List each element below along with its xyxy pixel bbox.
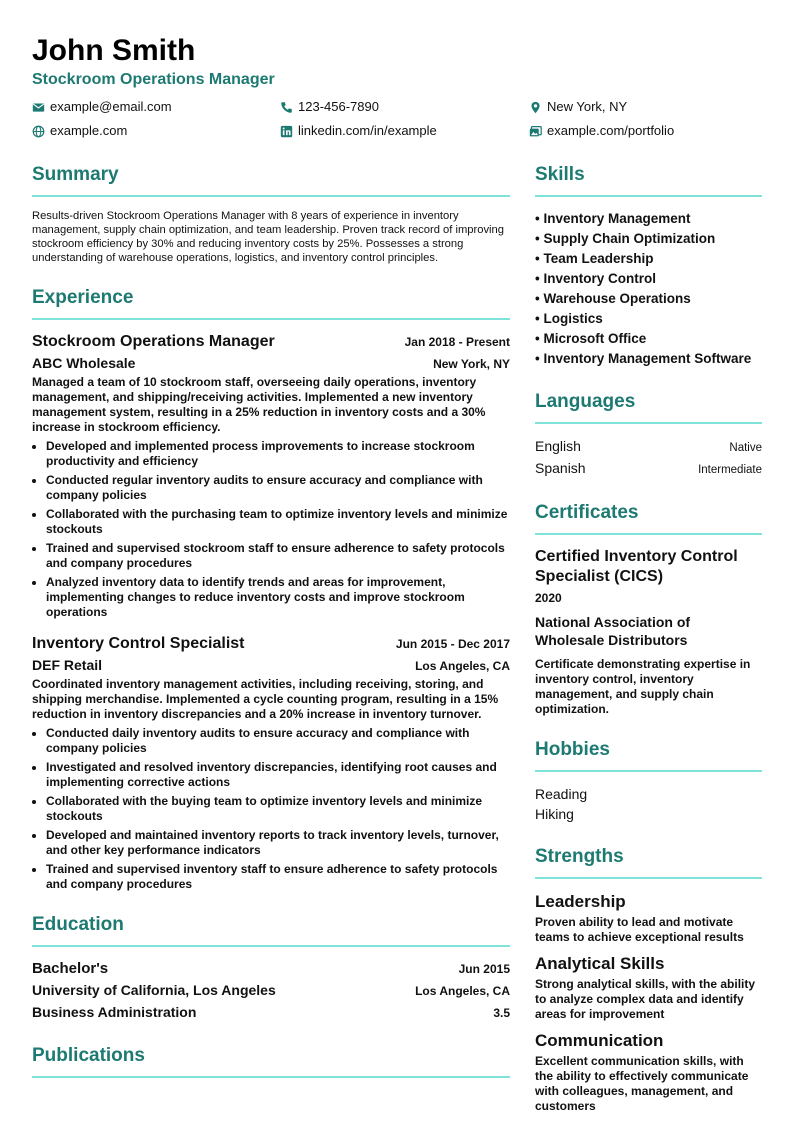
strength-title: Analytical Skills <box>535 954 665 973</box>
job-bullet: • Conducted daily inventory audits to ensure accuracy and compliance with company policies <box>46 726 510 756</box>
globe-icon <box>32 125 45 138</box>
strength-description: Strong analytical skills, with the ability to analyze complex data and identify areas for improvement <box>535 977 756 1021</box>
summary-section <box>32 162 510 265</box>
job-bullet: • Collaborated with the purchasing team to optimize inventory levels and minimize stockouts <box>46 507 510 537</box>
email-icon <box>32 101 45 114</box>
section-divider <box>32 945 510 947</box>
skills-section <box>535 162 762 369</box>
education-field: Business Administration <box>32 1004 197 1020</box>
contact-location-text: New York, NY <box>547 99 628 114</box>
certificate-issuer: National Association of Wholesale Distributors <box>535 614 691 648</box>
section-divider <box>535 533 762 535</box>
left-column <box>32 162 510 1122</box>
strengths-section <box>535 844 762 1114</box>
contact-phone-text: 123-456-7890 <box>298 99 379 114</box>
right-column <box>535 162 762 1122</box>
education-date: Jun 2015 <box>458 962 510 976</box>
certificates-section <box>535 500 762 717</box>
skill-item: • Supply Chain Optimization <box>535 231 716 246</box>
publications-heading: Publications <box>32 1045 145 1066</box>
hobbies-section <box>535 737 762 824</box>
language-level: Native <box>729 442 762 454</box>
strength-item <box>535 1030 762 1114</box>
job-title: Stockroom Operations Manager <box>32 333 275 350</box>
certificate-year: 2020 <box>535 591 562 605</box>
contact-grid <box>32 98 762 140</box>
education-section <box>32 912 510 1023</box>
map-pin-icon <box>529 101 542 114</box>
job-company: DEF Retail <box>32 657 103 673</box>
summary-text: Results-driven Stockroom Operations Manager with 8 years of experience in inventory management, supply chain optimization, and team leadership. Proven track record of improving stockroom efficiency by 30% and reducing inventory costs by 25%. Possesses a strong understanding of warehouse operations, logistics, and inventory control principles. <box>32 210 504 264</box>
strength-description: Excellent communication skills, with the ability to effectively communicate with colleagues, management, and customers <box>535 1054 749 1113</box>
education-university: University of California, Los Angeles <box>32 982 276 998</box>
job-bullet: • Trained and supervised stockroom staff to ensure adherence to safety protocols and company procedures <box>46 541 510 571</box>
hobby-item: Reading <box>535 786 588 802</box>
job-bullet: • Investigated and resolved inventory discrepancies, identifying root causes and implementing corrective actions <box>46 760 510 790</box>
section-divider <box>32 195 510 197</box>
contact-website[interactable] <box>32 122 280 140</box>
hobbies-heading: Hobbies <box>535 739 610 760</box>
strength-item <box>535 891 762 945</box>
education-location: Los Angeles, CA <box>415 984 510 998</box>
strength-item <box>535 953 762 1022</box>
contact-email[interactable] <box>32 98 280 116</box>
skills-heading: Skills <box>535 164 585 185</box>
skill-item: • Microsoft Office <box>535 331 647 346</box>
certificate-name: Certified Inventory Control Specialist (CICS) <box>535 548 738 585</box>
job-entry <box>32 634 510 892</box>
skill-item: • Warehouse Operations <box>535 291 691 306</box>
section-divider <box>535 770 762 772</box>
job-bullets <box>32 726 510 892</box>
contact-location <box>529 98 762 116</box>
strength-title: Communication <box>535 1031 664 1050</box>
skill-item: • Inventory Control <box>535 271 656 286</box>
contact-website-text: example.com <box>50 123 128 138</box>
language-row <box>535 458 762 480</box>
skill-item: • Logistics <box>535 311 603 326</box>
contact-linkedin[interactable] <box>280 122 529 140</box>
section-divider <box>32 1076 510 1078</box>
contact-linkedin-text: linkedin.com/in/example <box>298 123 437 138</box>
summary-heading: Summary <box>32 164 119 185</box>
job-bullet: • Analyzed inventory data to identify trends and areas for improvement, implementing changes to reduce inventory costs and improve stockroom operations <box>46 575 510 620</box>
section-divider <box>535 195 762 197</box>
contact-portfolio-text: example.com/portfolio <box>547 123 675 138</box>
experience-heading: Experience <box>32 287 134 308</box>
skill-item: • Team Leadership <box>535 251 654 266</box>
job-bullet: • Developed and implemented process improvements to increase stockroom productivity and efficiency <box>46 439 510 469</box>
job-bullet: • Trained and supervised inventory staff to ensure adherence to safety protocols and company procedures <box>46 862 510 892</box>
language-name: Spanish <box>535 460 586 476</box>
language-level: Intermediate <box>698 464 762 476</box>
portfolio-icon <box>529 125 542 138</box>
strengths-heading: Strengths <box>535 846 624 867</box>
education-gpa: 3.5 <box>493 1006 510 1020</box>
experience-section <box>32 285 510 892</box>
job-company: ABC Wholesale <box>32 355 136 371</box>
contact-phone[interactable] <box>280 98 529 116</box>
candidate-role: Stockroom Operations Manager <box>32 71 275 88</box>
education-degree: Bachelor's <box>32 960 109 977</box>
phone-icon <box>280 101 293 114</box>
contact-email-text: example@email.com <box>50 99 172 114</box>
publications-section <box>32 1043 510 1078</box>
section-divider <box>535 877 762 879</box>
candidate-name: John Smith <box>32 34 196 67</box>
resume-page <box>32 34 762 1122</box>
job-location: New York, NY <box>433 357 510 371</box>
hobby-item: Hiking <box>535 806 574 822</box>
job-location: Los Angeles, CA <box>415 659 510 673</box>
section-divider <box>32 318 510 320</box>
certificates-heading: Certificates <box>535 502 639 523</box>
strength-title: Leadership <box>535 892 626 911</box>
skill-item: • Inventory Management <box>535 211 691 226</box>
job-bullet: • Developed and maintained inventory reports to track inventory levels, turnover, and other key performance indicators <box>46 828 510 858</box>
job-date: Jan 2018 - Present <box>404 335 510 349</box>
language-name: English <box>535 438 581 454</box>
job-bullets <box>32 439 510 620</box>
job-description: Managed a team of 10 stockroom staff, overseeing daily operations, inventory management, and shipping/receiving activities. Implemented a new inventory management system, resulting in a 25% reduction in inventory costs and a 30% increase in stockroom efficiency. <box>32 375 486 434</box>
languages-section <box>535 389 762 480</box>
job-description: Coordinated inventory management activities, including receiving, storing, and shipping merchandise. Implemented a cycle counting program, resulting in a 15% reduction in inventory discrepancies and a 20% increase in inventory turnover. <box>32 677 499 721</box>
two-column-layout <box>32 162 762 1122</box>
language-row <box>535 436 762 458</box>
linkedin-icon <box>280 125 293 138</box>
section-divider <box>535 422 762 424</box>
strength-description: Proven ability to lead and motivate teams to achieve exceptional results <box>535 915 744 944</box>
languages-heading: Languages <box>535 391 636 412</box>
job-bullet: • Collaborated with the buying team to optimize inventory levels and minimize stockouts <box>46 794 510 824</box>
job-date: Jun 2015 - Dec 2017 <box>395 637 510 651</box>
certificate-description: Certificate demonstrating expertise in inventory control, inventory management, and supply chain optimization. <box>535 657 751 716</box>
contact-portfolio[interactable] <box>529 122 762 140</box>
job-bullet: • Conducted regular inventory audits to ensure accuracy and compliance with company policies <box>46 473 510 503</box>
skill-item: • Inventory Management Software <box>535 351 752 366</box>
education-heading: Education <box>32 914 124 935</box>
job-title: Inventory Control Specialist <box>32 635 245 652</box>
job-entry <box>32 332 510 620</box>
